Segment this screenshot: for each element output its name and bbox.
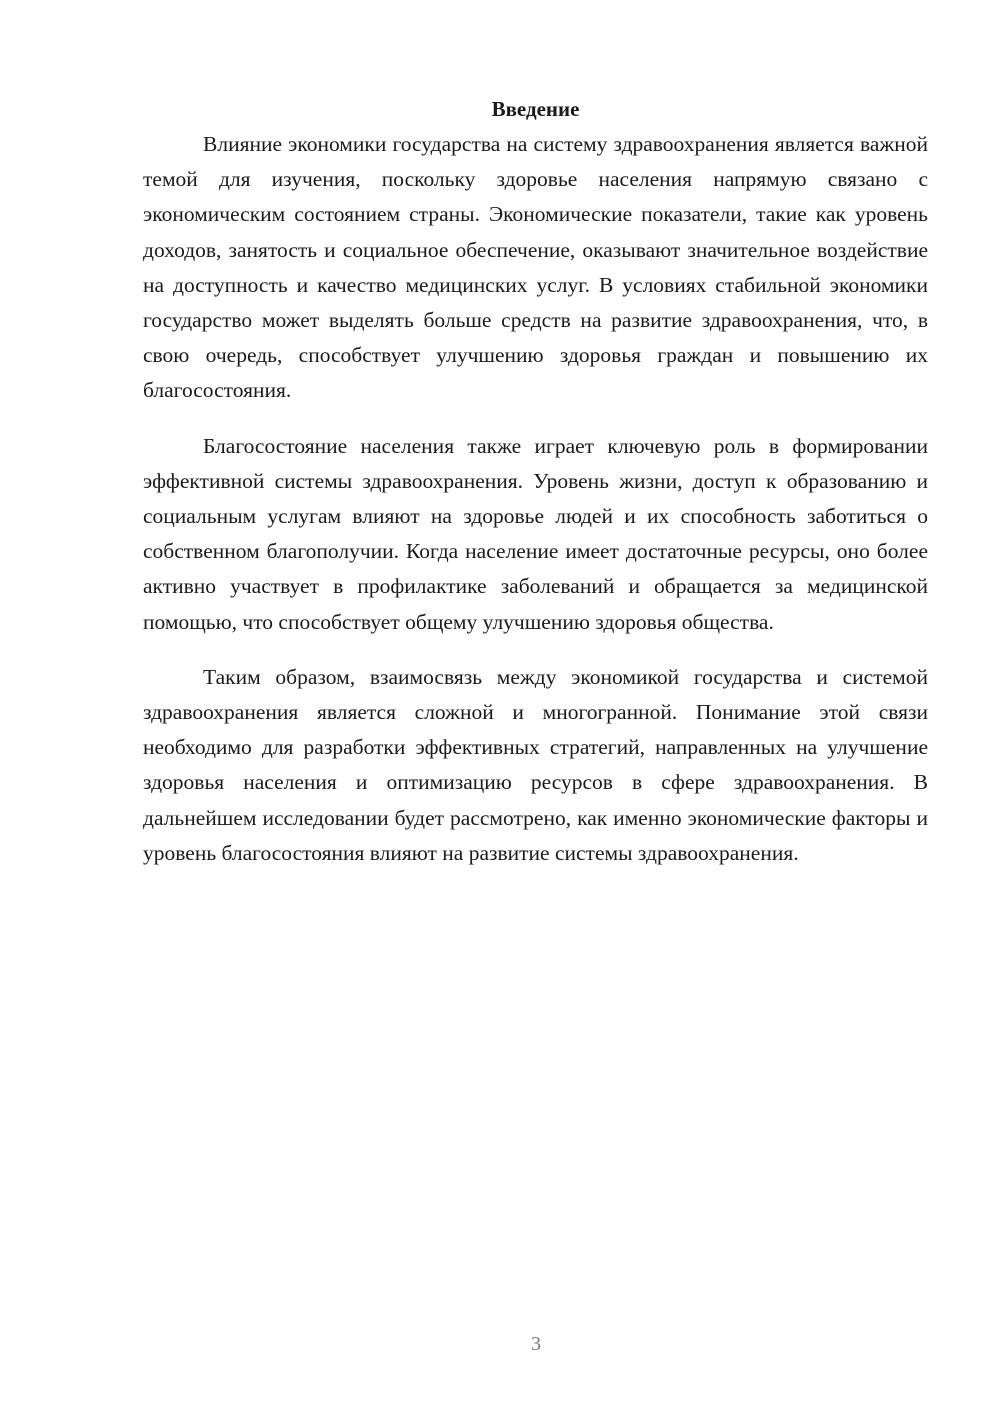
paragraph-2: Благосостояние населения также играет ключевую роль в формировании эффективной системы здравоохранения. Уровень жизни, доступ к образованию и социальным услугам влияют на здоровье людей и их способность заботиться о собственном благополучии. Когда население имеет достаточные ресурсы, оно более активно участвует в профилактике заболеваний и обращается за медицинской помощью, что способствует общему улучшению здоровья общества. [143, 433, 928, 634]
section-title: Введение [491, 97, 580, 121]
page-number: 3 [531, 1333, 541, 1355]
page-content [143, 92, 928, 871]
paragraph-1: Влияние экономики государства на систему здравоохранения является важной темой для изучения, поскольку здоровье населения напрямую связано с экономическим состоянием страны. Экономические показатели, такие как уровень доходов, занятость и социальное обеспечение, оказывают значительное воздействие на доступность и качество медицинских услуг. В условиях стабильной экономики государство может выделять больше средств на развитие здравоохранения, что, в свою очередь, способствует улучшению здоровья граждан и повышению их благосостояния. [143, 132, 928, 403]
paragraph-3: Таким образом, взаимосвязь между экономикой государства и системой здравоохранения является сложной и многогранной. Понимание этой связи необходимо для разработки эффективных стратегий, направленных на улучшение здоровья населения и оптимизацию ресурсов в сфере здравоохранения. В дальнейшем исследовании будет рассмотрено, как именно экономические факторы и уровень благосостояния влияют на развитие системы здравоохранения. [143, 664, 928, 865]
